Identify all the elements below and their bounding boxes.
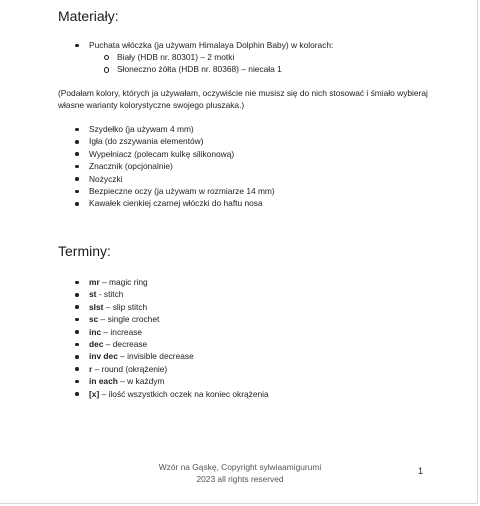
footer-rights: 2023 all rights reserved [196, 474, 284, 485]
term-item [73, 326, 269, 338]
term-item [73, 363, 269, 375]
term-abbr: in each [89, 376, 118, 387]
term-desc: – round (okrążenie) [92, 363, 168, 374]
page-footer [140, 461, 340, 486]
term-desc: – decrease [103, 339, 148, 350]
term-abbr: r [89, 363, 93, 374]
materials-heading: Materiały: [58, 8, 119, 24]
list-item: Znacznik (opcjonalnie) [73, 160, 275, 172]
term-abbr: inv dec [89, 351, 118, 362]
term-abbr: mr [89, 277, 100, 287]
term-item [73, 288, 269, 300]
term-abbr: [x] [89, 388, 100, 399]
term-item [73, 301, 269, 313]
list-item: Wypełniacz (polecam kulkę silikonową) [73, 148, 275, 160]
list-item: Szydełko (ja używam 4 mm) [73, 123, 275, 135]
terms-heading: Terminy: [58, 243, 111, 259]
list-item: Kawałek cienkiej czarnej włóczki do haftu nosa [73, 197, 275, 209]
color-item: Słoneczno żółta (HDB nr. 80368) – niecała 1 [103, 63, 282, 75]
term-desc: - stitch [96, 289, 124, 300]
term-abbr: sc [89, 314, 99, 325]
yarn-colors-list [103, 51, 282, 76]
term-desc: – single crochet [98, 314, 160, 325]
term-desc: – increase [101, 326, 143, 337]
term-desc: – magic ring [99, 277, 148, 287]
colors-note: (Podałam kolory, których ja używałam, oczywiście nie musisz się do nich stosować i śmiało wybieraj własne warianty kolorystyczne swojego pluszaka.) [58, 88, 428, 111]
term-item [73, 338, 269, 350]
term-item [73, 276, 269, 288]
list-item-yarn: Puchata włóczka (ja używam Himalaya Dolphin Baby) w kolorach: [73, 39, 333, 51]
footer-copyright: Wzór na Gąskę, Copyright sylwiaamigurumi [158, 462, 322, 472]
term-item [73, 375, 269, 387]
term-desc: – ilość wszystkich oczek na koniec okrążenia [99, 388, 269, 399]
term-desc: – slip stitch [103, 301, 148, 312]
terms-list [73, 276, 269, 400]
term-item [73, 388, 269, 400]
term-abbr: inc [89, 326, 102, 337]
term-item [73, 313, 269, 325]
list-item: Bezpieczne oczy (ja używam w rozmiarze 14 mm) [73, 185, 275, 197]
page-number: 1 [418, 466, 424, 476]
term-abbr: st [89, 289, 97, 300]
list-item: Igła (do zszywania elementów) [73, 135, 275, 147]
term-desc: – invisible decrease [117, 351, 194, 362]
color-item: Biały (HDB nr. 80301) – 2 motki [103, 51, 282, 63]
list-item: Nożyczki [73, 173, 275, 185]
term-abbr: dec [89, 339, 104, 350]
term-item [73, 350, 269, 362]
term-abbr: slst [89, 301, 104, 312]
tools-list [73, 123, 275, 210]
term-desc: – w każdym [117, 376, 165, 387]
yarn-list [73, 39, 333, 51]
